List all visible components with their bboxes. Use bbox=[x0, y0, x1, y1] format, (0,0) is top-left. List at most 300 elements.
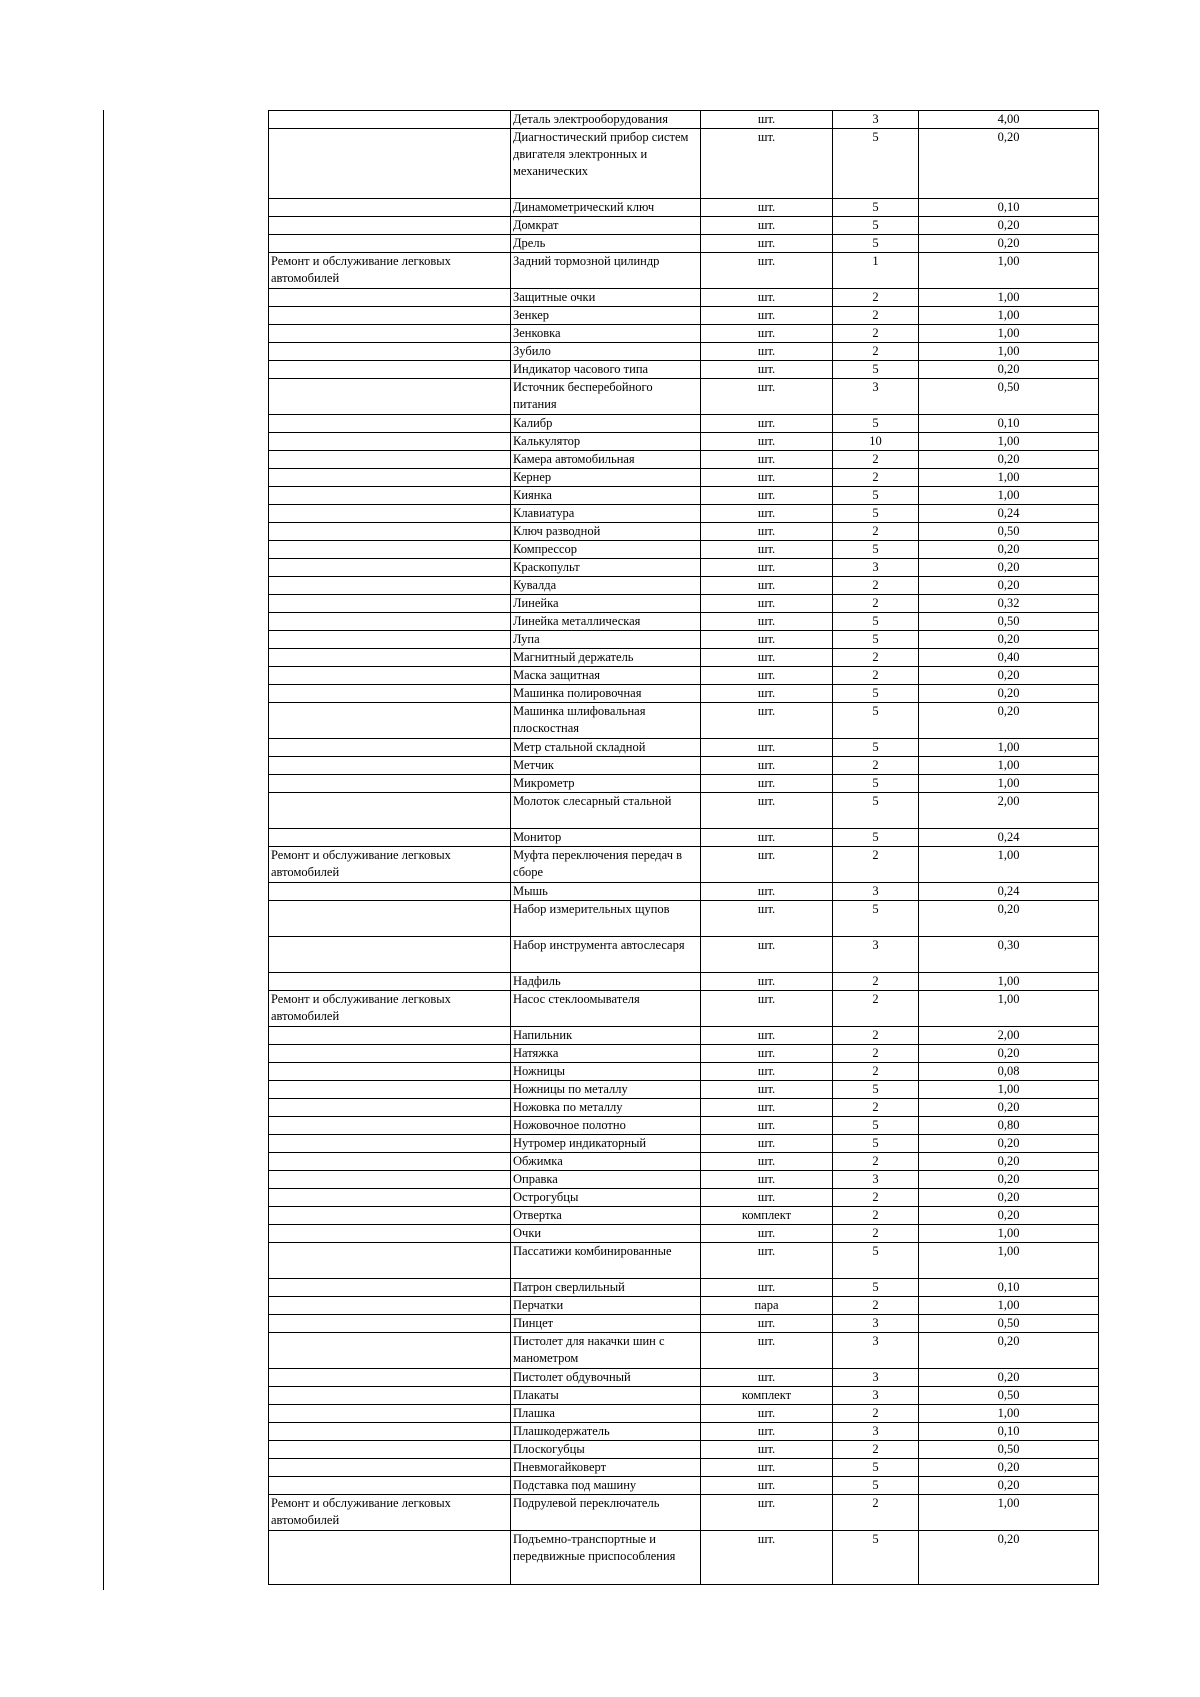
item-name-cell: Магнитный держатель bbox=[511, 649, 701, 667]
norm-cell: 0,20 bbox=[919, 361, 1099, 379]
section-cell bbox=[269, 1315, 511, 1333]
item-name-cell: Подъемно-транспортные и передвижные приспособления bbox=[511, 1531, 701, 1585]
section-cell bbox=[269, 1387, 511, 1405]
quantity-cell: 2 bbox=[833, 325, 919, 343]
section-cell bbox=[269, 1171, 511, 1189]
table-row bbox=[269, 1153, 1099, 1171]
item-name-cell: Клавиатура bbox=[511, 505, 701, 523]
section-cell bbox=[269, 1225, 511, 1243]
norm-cell: 0,20 bbox=[919, 1369, 1099, 1387]
table-row bbox=[269, 1171, 1099, 1189]
norm-cell: 1,00 bbox=[919, 1225, 1099, 1243]
quantity-cell: 2 bbox=[833, 757, 919, 775]
unit-cell: шт. bbox=[701, 991, 833, 1027]
item-name-cell: Метчик bbox=[511, 757, 701, 775]
norm-cell: 0,24 bbox=[919, 505, 1099, 523]
quantity-cell: 5 bbox=[833, 1477, 919, 1495]
section-cell: Ремонт и обслуживание легковых автомобилей bbox=[269, 847, 511, 883]
table-row bbox=[269, 793, 1099, 829]
item-name-cell: Дрель bbox=[511, 235, 701, 253]
norm-cell: 0,20 bbox=[919, 1099, 1099, 1117]
quantity-cell: 3 bbox=[833, 1369, 919, 1387]
norm-cell: 1,00 bbox=[919, 253, 1099, 289]
table-row bbox=[269, 937, 1099, 973]
item-name-cell: Камера автомобильная bbox=[511, 451, 701, 469]
unit-cell: шт. bbox=[701, 1135, 833, 1153]
table-row bbox=[269, 129, 1099, 199]
item-name-cell: Линейка металлическая bbox=[511, 613, 701, 631]
item-name-cell: Краскопульт bbox=[511, 559, 701, 577]
quantity-cell: 5 bbox=[833, 361, 919, 379]
unit-cell: шт. bbox=[701, 775, 833, 793]
norm-cell: 1,00 bbox=[919, 343, 1099, 361]
equipment-table bbox=[268, 110, 1099, 1585]
section-cell bbox=[269, 505, 511, 523]
table-row bbox=[269, 1099, 1099, 1117]
table-row bbox=[269, 739, 1099, 757]
section-cell bbox=[269, 1333, 511, 1369]
norm-cell: 0,50 bbox=[919, 523, 1099, 541]
table-row bbox=[269, 541, 1099, 559]
quantity-cell: 3 bbox=[833, 1333, 919, 1369]
unit-cell: шт. bbox=[701, 577, 833, 595]
table-row bbox=[269, 415, 1099, 433]
table-row bbox=[269, 111, 1099, 129]
quantity-cell: 3 bbox=[833, 1387, 919, 1405]
norm-cell: 0,20 bbox=[919, 1477, 1099, 1495]
table-row bbox=[269, 217, 1099, 235]
section-cell bbox=[269, 1297, 511, 1315]
quantity-cell: 2 bbox=[833, 1153, 919, 1171]
section-cell bbox=[269, 1423, 511, 1441]
section-cell bbox=[269, 469, 511, 487]
norm-cell: 0,20 bbox=[919, 667, 1099, 685]
table-row bbox=[269, 1225, 1099, 1243]
table-row bbox=[269, 379, 1099, 415]
quantity-cell: 2 bbox=[833, 1207, 919, 1225]
quantity-cell: 2 bbox=[833, 1063, 919, 1081]
section-cell: Ремонт и обслуживание легковых автомобилей bbox=[269, 991, 511, 1027]
quantity-cell: 3 bbox=[833, 1171, 919, 1189]
table-row bbox=[269, 1387, 1099, 1405]
item-name-cell: Натяжка bbox=[511, 1045, 701, 1063]
quantity-cell: 2 bbox=[833, 289, 919, 307]
norm-cell: 0,20 bbox=[919, 1459, 1099, 1477]
norm-cell: 0,30 bbox=[919, 937, 1099, 973]
norm-cell: 0,08 bbox=[919, 1063, 1099, 1081]
table-row bbox=[269, 829, 1099, 847]
table-row bbox=[269, 1333, 1099, 1369]
item-name-cell: Насос стеклоомывателя bbox=[511, 991, 701, 1027]
unit-cell: шт. bbox=[701, 1063, 833, 1081]
item-name-cell: Зубило bbox=[511, 343, 701, 361]
section-cell bbox=[269, 937, 511, 973]
quantity-cell: 2 bbox=[833, 991, 919, 1027]
table-row bbox=[269, 703, 1099, 739]
unit-cell: шт. bbox=[701, 973, 833, 991]
section-cell bbox=[269, 1405, 511, 1423]
norm-cell: 0,50 bbox=[919, 1387, 1099, 1405]
unit-cell: шт. bbox=[701, 739, 833, 757]
table-row bbox=[269, 973, 1099, 991]
table-row bbox=[269, 883, 1099, 901]
quantity-cell: 5 bbox=[833, 685, 919, 703]
equipment-table-body bbox=[269, 111, 1099, 1585]
section-cell: Ремонт и обслуживание легковых автомобилей bbox=[269, 1495, 511, 1531]
section-cell bbox=[269, 1531, 511, 1585]
norm-cell: 1,00 bbox=[919, 487, 1099, 505]
table-row bbox=[269, 847, 1099, 883]
section-cell bbox=[269, 433, 511, 451]
norm-cell: 0,20 bbox=[919, 1189, 1099, 1207]
section-cell bbox=[269, 1135, 511, 1153]
table-row bbox=[269, 649, 1099, 667]
table-row bbox=[269, 505, 1099, 523]
quantity-cell: 5 bbox=[833, 235, 919, 253]
unit-cell: шт. bbox=[701, 217, 833, 235]
quantity-cell: 2 bbox=[833, 1297, 919, 1315]
item-name-cell: Линейка bbox=[511, 595, 701, 613]
unit-cell: шт. bbox=[701, 1279, 833, 1297]
item-name-cell: Набор измерительных щупов bbox=[511, 901, 701, 937]
section-cell bbox=[269, 415, 511, 433]
quantity-cell: 2 bbox=[833, 469, 919, 487]
quantity-cell: 2 bbox=[833, 1441, 919, 1459]
quantity-cell: 5 bbox=[833, 1459, 919, 1477]
item-name-cell: Пинцет bbox=[511, 1315, 701, 1333]
norm-cell: 0,20 bbox=[919, 901, 1099, 937]
norm-cell: 0,20 bbox=[919, 217, 1099, 235]
quantity-cell: 5 bbox=[833, 487, 919, 505]
quantity-cell: 2 bbox=[833, 307, 919, 325]
item-name-cell: Плашка bbox=[511, 1405, 701, 1423]
norm-cell: 0,10 bbox=[919, 1423, 1099, 1441]
norm-cell: 0,50 bbox=[919, 379, 1099, 415]
item-name-cell: Подрулевой переключатель bbox=[511, 1495, 701, 1531]
table-row bbox=[269, 469, 1099, 487]
section-cell bbox=[269, 901, 511, 937]
norm-cell: 0,20 bbox=[919, 1153, 1099, 1171]
section-cell bbox=[269, 559, 511, 577]
item-name-cell: Плоскогубцы bbox=[511, 1441, 701, 1459]
table-row bbox=[269, 1459, 1099, 1477]
table-row bbox=[269, 1027, 1099, 1045]
item-name-cell: Задний тормозной цилиндр bbox=[511, 253, 701, 289]
norm-cell: 0,20 bbox=[919, 631, 1099, 649]
table-row bbox=[269, 775, 1099, 793]
section-cell bbox=[269, 235, 511, 253]
section-cell bbox=[269, 111, 511, 129]
quantity-cell: 3 bbox=[833, 1315, 919, 1333]
quantity-cell: 5 bbox=[833, 217, 919, 235]
quantity-cell: 2 bbox=[833, 343, 919, 361]
quantity-cell: 5 bbox=[833, 1531, 919, 1585]
item-name-cell: Очки bbox=[511, 1225, 701, 1243]
norm-cell: 0,50 bbox=[919, 1315, 1099, 1333]
norm-cell: 0,20 bbox=[919, 559, 1099, 577]
quantity-cell: 5 bbox=[833, 1081, 919, 1099]
quantity-cell: 5 bbox=[833, 613, 919, 631]
section-cell bbox=[269, 1189, 511, 1207]
table-row bbox=[269, 667, 1099, 685]
section-cell bbox=[269, 1027, 511, 1045]
table-row bbox=[269, 1315, 1099, 1333]
quantity-cell: 3 bbox=[833, 1423, 919, 1441]
unit-cell: шт. bbox=[701, 379, 833, 415]
section-cell bbox=[269, 595, 511, 613]
unit-cell: шт. bbox=[701, 901, 833, 937]
section-cell bbox=[269, 973, 511, 991]
section-cell bbox=[269, 1207, 511, 1225]
section-cell bbox=[269, 613, 511, 631]
item-name-cell: Молоток слесарный стальной bbox=[511, 793, 701, 829]
unit-cell: шт. bbox=[701, 1459, 833, 1477]
norm-cell: 0,10 bbox=[919, 199, 1099, 217]
item-name-cell: Машинка шлифовальная плоскостная bbox=[511, 703, 701, 739]
unit-cell: шт. bbox=[701, 1243, 833, 1279]
unit-cell: шт. bbox=[701, 703, 833, 739]
quantity-cell: 5 bbox=[833, 829, 919, 847]
norm-cell: 0,20 bbox=[919, 1207, 1099, 1225]
norm-cell: 0,50 bbox=[919, 1441, 1099, 1459]
quantity-cell: 2 bbox=[833, 667, 919, 685]
section-cell bbox=[269, 289, 511, 307]
item-name-cell: Деталь электрооборудования bbox=[511, 111, 701, 129]
unit-cell: комплект bbox=[701, 1207, 833, 1225]
table-row bbox=[269, 1477, 1099, 1495]
table-row bbox=[269, 325, 1099, 343]
norm-cell: 1,00 bbox=[919, 1495, 1099, 1531]
quantity-cell: 2 bbox=[833, 1045, 919, 1063]
unit-cell: шт. bbox=[701, 289, 833, 307]
quantity-cell: 5 bbox=[833, 1279, 919, 1297]
section-cell bbox=[269, 667, 511, 685]
unit-cell: шт. bbox=[701, 235, 833, 253]
section-cell bbox=[269, 541, 511, 559]
page-margin-line bbox=[103, 110, 104, 1590]
table-row bbox=[269, 235, 1099, 253]
item-name-cell: Обжимка bbox=[511, 1153, 701, 1171]
quantity-cell: 3 bbox=[833, 937, 919, 973]
table-row bbox=[269, 631, 1099, 649]
table-row bbox=[269, 1441, 1099, 1459]
item-name-cell: Муфта переключения передач в сборе bbox=[511, 847, 701, 883]
norm-cell: 0,20 bbox=[919, 541, 1099, 559]
table-row bbox=[269, 595, 1099, 613]
table-row bbox=[269, 1207, 1099, 1225]
norm-cell: 1,00 bbox=[919, 469, 1099, 487]
item-name-cell: Домкрат bbox=[511, 217, 701, 235]
item-name-cell: Пассатижи комбинированные bbox=[511, 1243, 701, 1279]
unit-cell: шт. bbox=[701, 129, 833, 199]
section-cell bbox=[269, 199, 511, 217]
table-row bbox=[269, 1531, 1099, 1585]
item-name-cell: Ножовочное полотно bbox=[511, 1117, 701, 1135]
section-cell bbox=[269, 1117, 511, 1135]
unit-cell: шт. bbox=[701, 1081, 833, 1099]
item-name-cell: Кернер bbox=[511, 469, 701, 487]
item-name-cell: Острогубцы bbox=[511, 1189, 701, 1207]
unit-cell: шт. bbox=[701, 937, 833, 973]
norm-cell: 0,20 bbox=[919, 685, 1099, 703]
table-row bbox=[269, 559, 1099, 577]
table-row bbox=[269, 1243, 1099, 1279]
quantity-cell: 5 bbox=[833, 505, 919, 523]
section-cell bbox=[269, 1063, 511, 1081]
item-name-cell: Плакаты bbox=[511, 1387, 701, 1405]
norm-cell: 0,20 bbox=[919, 703, 1099, 739]
unit-cell: шт. bbox=[701, 1531, 833, 1585]
section-cell bbox=[269, 487, 511, 505]
item-name-cell: Индикатор часового типа bbox=[511, 361, 701, 379]
unit-cell: комплект bbox=[701, 1387, 833, 1405]
norm-cell: 0,10 bbox=[919, 1279, 1099, 1297]
table-row bbox=[269, 487, 1099, 505]
unit-cell: шт. bbox=[701, 595, 833, 613]
unit-cell: шт. bbox=[701, 541, 833, 559]
item-name-cell: Ножницы по металлу bbox=[511, 1081, 701, 1099]
section-cell bbox=[269, 1045, 511, 1063]
table-row bbox=[269, 1135, 1099, 1153]
norm-cell: 0,20 bbox=[919, 577, 1099, 595]
table-row bbox=[269, 1117, 1099, 1135]
quantity-cell: 3 bbox=[833, 559, 919, 577]
table-row bbox=[269, 577, 1099, 595]
quantity-cell: 5 bbox=[833, 775, 919, 793]
quantity-cell: 2 bbox=[833, 1225, 919, 1243]
section-cell bbox=[269, 1279, 511, 1297]
unit-cell: шт. bbox=[701, 613, 833, 631]
section-cell bbox=[269, 325, 511, 343]
norm-cell: 1,00 bbox=[919, 1405, 1099, 1423]
norm-cell: 0,20 bbox=[919, 1333, 1099, 1369]
unit-cell: шт. bbox=[701, 415, 833, 433]
item-name-cell: Монитор bbox=[511, 829, 701, 847]
quantity-cell: 2 bbox=[833, 847, 919, 883]
table-row bbox=[269, 1189, 1099, 1207]
item-name-cell: Надфиль bbox=[511, 973, 701, 991]
norm-cell: 1,00 bbox=[919, 1297, 1099, 1315]
norm-cell: 1,00 bbox=[919, 757, 1099, 775]
unit-cell: шт. bbox=[701, 793, 833, 829]
section-cell bbox=[269, 757, 511, 775]
norm-cell: 0,20 bbox=[919, 1045, 1099, 1063]
table-row bbox=[269, 1279, 1099, 1297]
norm-cell: 1,00 bbox=[919, 1243, 1099, 1279]
item-name-cell: Набор инструмента автослесаря bbox=[511, 937, 701, 973]
item-name-cell: Перчатки bbox=[511, 1297, 701, 1315]
unit-cell: шт. bbox=[701, 1225, 833, 1243]
table-row bbox=[269, 991, 1099, 1027]
section-cell bbox=[269, 1459, 511, 1477]
quantity-cell: 2 bbox=[833, 1099, 919, 1117]
unit-cell: шт. bbox=[701, 1405, 833, 1423]
unit-cell: шт. bbox=[701, 451, 833, 469]
section-cell bbox=[269, 1369, 511, 1387]
table-row bbox=[269, 433, 1099, 451]
section-cell bbox=[269, 793, 511, 829]
unit-cell: шт. bbox=[701, 631, 833, 649]
quantity-cell: 2 bbox=[833, 523, 919, 541]
unit-cell: шт. bbox=[701, 1369, 833, 1387]
norm-cell: 1,00 bbox=[919, 289, 1099, 307]
table-row bbox=[269, 253, 1099, 289]
table-row bbox=[269, 343, 1099, 361]
norm-cell: 0,20 bbox=[919, 1135, 1099, 1153]
table-row bbox=[269, 1369, 1099, 1387]
section-cell bbox=[269, 451, 511, 469]
item-name-cell: Пистолет для накачки шин с манометром bbox=[511, 1333, 701, 1369]
norm-cell: 0,20 bbox=[919, 235, 1099, 253]
section-cell bbox=[269, 685, 511, 703]
norm-cell: 0,50 bbox=[919, 613, 1099, 631]
quantity-cell: 3 bbox=[833, 111, 919, 129]
norm-cell: 1,00 bbox=[919, 307, 1099, 325]
table-row bbox=[269, 1081, 1099, 1099]
section-cell bbox=[269, 343, 511, 361]
quantity-cell: 2 bbox=[833, 973, 919, 991]
quantity-cell: 2 bbox=[833, 1405, 919, 1423]
unit-cell: шт. bbox=[701, 883, 833, 901]
quantity-cell: 10 bbox=[833, 433, 919, 451]
norm-cell: 1,00 bbox=[919, 991, 1099, 1027]
norm-cell: 1,00 bbox=[919, 847, 1099, 883]
unit-cell: шт. bbox=[701, 307, 833, 325]
item-name-cell: Динамометрический ключ bbox=[511, 199, 701, 217]
section-cell bbox=[269, 649, 511, 667]
item-name-cell: Пистолет обдувочный bbox=[511, 1369, 701, 1387]
unit-cell: шт. bbox=[701, 757, 833, 775]
norm-cell: 0,80 bbox=[919, 1117, 1099, 1135]
quantity-cell: 5 bbox=[833, 1135, 919, 1153]
unit-cell: шт. bbox=[701, 523, 833, 541]
unit-cell: шт. bbox=[701, 649, 833, 667]
unit-cell: шт. bbox=[701, 111, 833, 129]
quantity-cell: 2 bbox=[833, 577, 919, 595]
unit-cell: шт. bbox=[701, 1477, 833, 1495]
quantity-cell: 2 bbox=[833, 649, 919, 667]
table-row bbox=[269, 901, 1099, 937]
norm-cell: 1,00 bbox=[919, 973, 1099, 991]
quantity-cell: 2 bbox=[833, 1495, 919, 1531]
unit-cell: шт. bbox=[701, 1153, 833, 1171]
quantity-cell: 5 bbox=[833, 739, 919, 757]
unit-cell: шт. bbox=[701, 1117, 833, 1135]
norm-cell: 1,00 bbox=[919, 775, 1099, 793]
item-name-cell: Машинка полировочная bbox=[511, 685, 701, 703]
quantity-cell: 5 bbox=[833, 1243, 919, 1279]
section-cell bbox=[269, 361, 511, 379]
table-row bbox=[269, 361, 1099, 379]
table-row bbox=[269, 289, 1099, 307]
section-cell bbox=[269, 739, 511, 757]
section-cell bbox=[269, 883, 511, 901]
item-name-cell: Подставка под машину bbox=[511, 1477, 701, 1495]
section-cell bbox=[269, 129, 511, 199]
item-name-cell: Киянка bbox=[511, 487, 701, 505]
table-row bbox=[269, 199, 1099, 217]
section-cell bbox=[269, 577, 511, 595]
unit-cell: шт. bbox=[701, 667, 833, 685]
item-name-cell: Маска защитная bbox=[511, 667, 701, 685]
table-row bbox=[269, 1423, 1099, 1441]
quantity-cell: 5 bbox=[833, 901, 919, 937]
section-cell bbox=[269, 1441, 511, 1459]
unit-cell: шт. bbox=[701, 1315, 833, 1333]
table-row bbox=[269, 451, 1099, 469]
unit-cell: шт. bbox=[701, 1189, 833, 1207]
item-name-cell: Лупа bbox=[511, 631, 701, 649]
